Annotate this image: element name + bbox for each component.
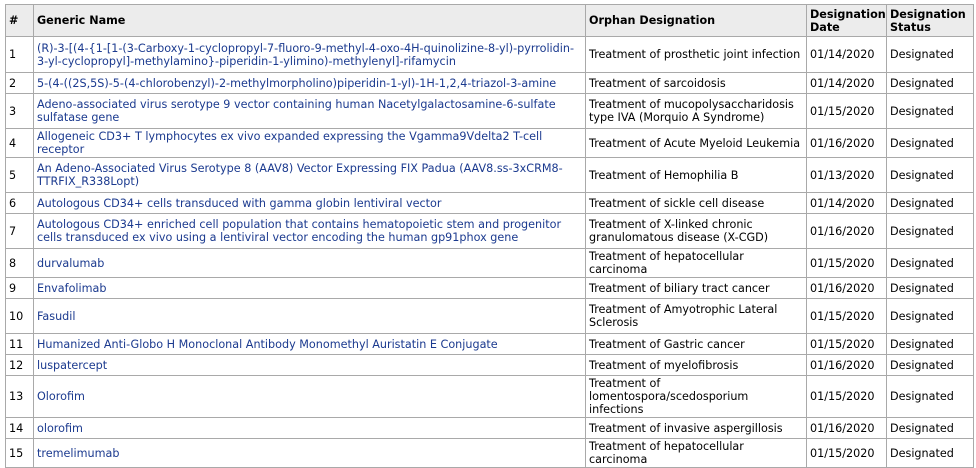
row-number: 2: [6, 73, 34, 94]
orphan-designation-cell: Treatment of Amyotrophic Lateral Sclerosis: [586, 299, 807, 334]
generic-name-cell: [34, 249, 586, 278]
row-number: 3: [6, 94, 34, 129]
generic-name-link[interactable]: Fasudil: [37, 309, 76, 323]
generic-name-cell: [34, 418, 586, 439]
generic-name-link[interactable]: olorofim: [37, 421, 83, 435]
designation-date-cell: 01/16/2020: [807, 278, 887, 299]
table-row: [6, 129, 974, 158]
generic-name-link[interactable]: durvalumab: [37, 256, 105, 270]
designation-status-cell: Designated: [887, 94, 974, 129]
generic-name-link[interactable]: luspatercept: [37, 358, 108, 372]
column-header-designation-date: Designation Date: [807, 5, 887, 37]
designation-date-cell: 01/15/2020: [807, 249, 887, 278]
designation-status-cell: Designated: [887, 37, 974, 73]
designation-date-cell: 01/15/2020: [807, 94, 887, 129]
row-number: 4: [6, 129, 34, 158]
orphan-designation-cell: Treatment of biliary tract cancer: [586, 278, 807, 299]
column-header-designation-status: Designation Status: [887, 5, 974, 37]
designation-date-cell: 01/16/2020: [807, 355, 887, 376]
generic-name-cell: [34, 214, 586, 249]
designation-status-cell: Designated: [887, 129, 974, 158]
row-number: 7: [6, 214, 34, 249]
orphan-designation-cell: Treatment of hepatocellular carcinoma: [586, 439, 807, 468]
generic-name-cell: [34, 129, 586, 158]
generic-name-link[interactable]: tremelimumab: [37, 446, 120, 460]
table-row: [6, 193, 974, 214]
designation-status-cell: Designated: [887, 158, 974, 193]
orphan-designation-cell: Treatment of hepatocellular carcinoma: [586, 249, 807, 278]
generic-name-link[interactable]: Allogeneic CD3+ T lymphocytes ex vivo expanded expressing the Vgamma9Vdelta2 T-cell receptor: [37, 130, 543, 156]
table-row: [6, 334, 974, 355]
generic-name-cell: [34, 193, 586, 214]
generic-name-link[interactable]: An Adeno-Associated Virus Serotype 8 (AAV8) Vector Expressing FIX Padua (AAV8.ss-3xCRM8-TTRFIX_R338Lopt): [37, 162, 563, 188]
table-row: [6, 418, 974, 439]
column-header-number: #: [6, 5, 34, 37]
orphan-designation-cell: Treatment of sarcoidosis: [586, 73, 807, 94]
orphan-designation-cell: Treatment of lomentospora/scedosporium infections: [586, 376, 807, 418]
row-number: 13: [6, 376, 34, 418]
generic-name-cell: [34, 439, 586, 468]
orphan-designation-cell: Treatment of Hemophilia B: [586, 158, 807, 193]
designation-status-cell: Designated: [887, 439, 974, 468]
generic-name-link[interactable]: Adeno-associated virus serotype 9 vector containing human Nacetylgalactosamine-6-sulfate sulfatase gene: [37, 98, 556, 124]
generic-name-link[interactable]: Envafolimab: [37, 281, 107, 295]
designation-date-cell: 01/14/2020: [807, 37, 887, 73]
designation-date-cell: 01/15/2020: [807, 376, 887, 418]
table-header-row: [6, 5, 974, 37]
orphan-designation-cell: Treatment of X-linked chronic granulomatous disease (X-CGD): [586, 214, 807, 249]
row-number: 1: [6, 37, 34, 73]
designation-status-cell: Designated: [887, 214, 974, 249]
table-row: [6, 37, 974, 73]
orphan-designation-cell: Treatment of mucopolysaccharidosis type IVA (Morquio A Syndrome): [586, 94, 807, 129]
designation-status-cell: Designated: [887, 193, 974, 214]
generic-name-cell: [34, 334, 586, 355]
row-number: 10: [6, 299, 34, 334]
row-number: 5: [6, 158, 34, 193]
designation-date-cell: 01/15/2020: [807, 334, 887, 355]
table-row: [6, 73, 974, 94]
row-number: 8: [6, 249, 34, 278]
orphan-designations-table: [5, 4, 974, 468]
table-row: [6, 376, 974, 418]
designation-status-cell: Designated: [887, 73, 974, 94]
designation-date-cell: 01/16/2020: [807, 129, 887, 158]
designation-date-cell: 01/14/2020: [807, 73, 887, 94]
designation-date-cell: 01/13/2020: [807, 158, 887, 193]
generic-name-link[interactable]: (R)-3-[(4-{1-[1-(3-Carboxy-1-cyclopropyl-7-fluoro-9-methyl-4-oxo-4H-quinolizine-8-yl)-pyrrolidin-3-yl-cyclopropyl]-methylamino}-piperidin-1-ylimino)-methylenyl]-rifamycin: [37, 41, 574, 68]
generic-name-link[interactable]: Autologous CD34+ enriched cell population that contains hematopoietic stem and progenitor cells transduced ex vivo using a lentiviral vector encoding the human gp91phox gene: [37, 218, 562, 244]
table-row: [6, 439, 974, 468]
designation-date-cell: 01/15/2020: [807, 299, 887, 334]
table-row: [6, 214, 974, 249]
generic-name-cell: [34, 94, 586, 129]
orphan-designation-cell: Treatment of prosthetic joint infection: [586, 37, 807, 73]
row-number: 14: [6, 418, 34, 439]
designation-status-cell: Designated: [887, 418, 974, 439]
row-number: 15: [6, 439, 34, 468]
generic-name-link[interactable]: Olorofim: [37, 390, 85, 403]
generic-name-cell: [34, 355, 586, 376]
designation-status-cell: Designated: [887, 278, 974, 299]
table-row: [6, 94, 974, 129]
designation-status-cell: Designated: [887, 334, 974, 355]
generic-name-cell: [34, 299, 586, 334]
generic-name-link[interactable]: 5-(4-((2S,5S)-5-(4-chlorobenzyl)-2-methylmorpholino)piperidin-1-yl)-1H-1,2,4-triazol-3-amine: [37, 76, 557, 90]
designation-status-cell: Designated: [887, 299, 974, 334]
orphan-designation-cell: Treatment of Gastric cancer: [586, 334, 807, 355]
orphan-designation-cell: Treatment of myelofibrosis: [586, 355, 807, 376]
generic-name-link[interactable]: Humanized Anti-Globo H Monoclonal Antibody Monomethyl Auristatin E Conjugate: [37, 337, 498, 351]
designation-status-cell: Designated: [887, 249, 974, 278]
column-header-generic-name: Generic Name: [34, 5, 586, 37]
generic-name-cell: [34, 73, 586, 94]
table-row: [6, 158, 974, 193]
table-row: [6, 355, 974, 376]
table-row: [6, 249, 974, 278]
table-row: [6, 299, 974, 334]
row-number: 12: [6, 355, 34, 376]
table-row: [6, 278, 974, 299]
designation-date-cell: 01/16/2020: [807, 418, 887, 439]
designation-status-cell: Designated: [887, 376, 974, 418]
column-header-orphan-designation: Orphan Designation: [586, 5, 807, 37]
generic-name-cell: [34, 376, 586, 418]
row-number: 11: [6, 334, 34, 355]
generic-name-link[interactable]: Autologous CD34+ cells transduced with gamma globin lentiviral vector: [37, 196, 442, 210]
designation-date-cell: 01/14/2020: [807, 193, 887, 214]
row-number: 6: [6, 193, 34, 214]
designation-date-cell: 01/16/2020: [807, 214, 887, 249]
row-number: 9: [6, 278, 34, 299]
generic-name-cell: [34, 278, 586, 299]
generic-name-cell: [34, 158, 586, 193]
generic-name-cell: [34, 37, 586, 73]
designation-status-cell: Designated: [887, 355, 974, 376]
orphan-designation-cell: Treatment of invasive aspergillosis: [586, 418, 807, 439]
designation-date-cell: 01/15/2020: [807, 439, 887, 468]
orphan-designation-cell: Treatment of sickle cell disease: [586, 193, 807, 214]
orphan-designation-cell: Treatment of Acute Myeloid Leukemia: [586, 129, 807, 158]
